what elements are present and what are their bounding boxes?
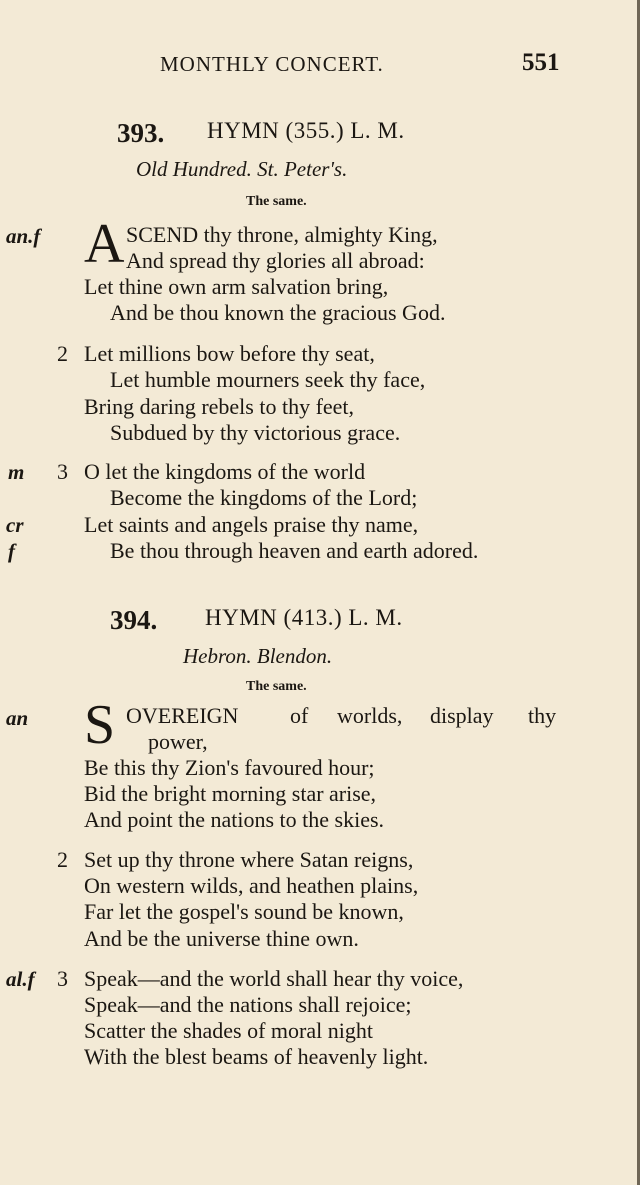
verse-line: worlds, <box>337 703 403 728</box>
dynamic-marking: cr <box>6 513 24 537</box>
verse-line: Bring daring rebels to thy feet, <box>84 394 355 419</box>
meter-note: The same. <box>246 679 307 694</box>
verse-line: And spread thy glories all abroad: <box>126 248 425 273</box>
verse-line: Speak—and the nations shall rejoice; <box>84 992 412 1017</box>
drop-cap: A <box>84 213 125 275</box>
verse-line: Scatter the shades of moral night <box>84 1018 373 1043</box>
verse-number: 2 <box>57 847 68 872</box>
tune-names: Hebron. Blendon. <box>183 644 333 668</box>
page-number: 551 <box>522 49 560 76</box>
dynamic-marking: f <box>8 539 15 563</box>
verse-line: Subdued by thy victorious grace. <box>110 420 401 445</box>
hymn-title: HYMN (413.) L. M. <box>205 605 403 630</box>
verse-line: Let thine own arm salvation bring, <box>84 274 389 299</box>
verse-line: Bid the bright morning star arise, <box>84 781 377 806</box>
verse-line: Let saints and angels praise thy name, <box>84 512 419 537</box>
verse-line: Speak—and the world shall hear thy voice, <box>84 966 464 991</box>
verse-line: Let humble mourners seek thy face, <box>110 367 426 392</box>
hymn-title: HYMN (355.) L. M. <box>207 118 405 143</box>
hymn-number: 393. <box>117 118 165 148</box>
running-title: MONTHLY CONCERT. <box>160 52 384 76</box>
meter-note: The same. <box>246 194 307 209</box>
verse-line: power, <box>148 729 208 754</box>
verse-line: SCEND thy throne, almighty King, <box>126 222 438 247</box>
verse-line: And be the universe thine own. <box>84 926 359 951</box>
tune-names: Old Hundred. St. Peter's. <box>136 157 348 181</box>
verse-line: Set up thy throne where Satan reigns, <box>84 847 414 872</box>
verse-line: thy <box>528 703 557 728</box>
verse-number: 2 <box>57 341 68 366</box>
verse-line: Far let the gospel's sound be known, <box>84 899 404 924</box>
verse-line: With the blest beams of heavenly light. <box>84 1044 429 1069</box>
verse-line: display <box>430 703 494 728</box>
verse-line: of <box>290 703 309 728</box>
dynamic-marking: an <box>6 706 29 730</box>
verse-line: And be thou known the gracious God. <box>110 300 446 325</box>
verse-number: 3 <box>57 966 68 991</box>
dynamic-marking: al.f <box>6 967 35 991</box>
hymn-number: 394. <box>110 605 158 635</box>
verse-line: Be this thy Zion's favoured hour; <box>84 755 375 780</box>
verse-line: Be thou through heaven and earth adored. <box>110 538 479 563</box>
verse-line: Let millions bow before thy seat, <box>84 341 375 366</box>
drop-cap: S <box>84 694 116 756</box>
verse-line: Become the kingdoms of the Lord; <box>110 485 418 510</box>
verse-line: And point the nations to the skies. <box>84 807 385 832</box>
dynamic-marking: m <box>8 460 25 484</box>
verse-line: O let the kingdoms of the world <box>84 459 366 484</box>
verse-line: On western wilds, and heathen plains, <box>84 873 419 898</box>
verse-number: 3 <box>57 459 68 484</box>
verse-line: OVEREIGN <box>126 703 239 728</box>
dynamic-marking: an.f <box>6 224 41 248</box>
